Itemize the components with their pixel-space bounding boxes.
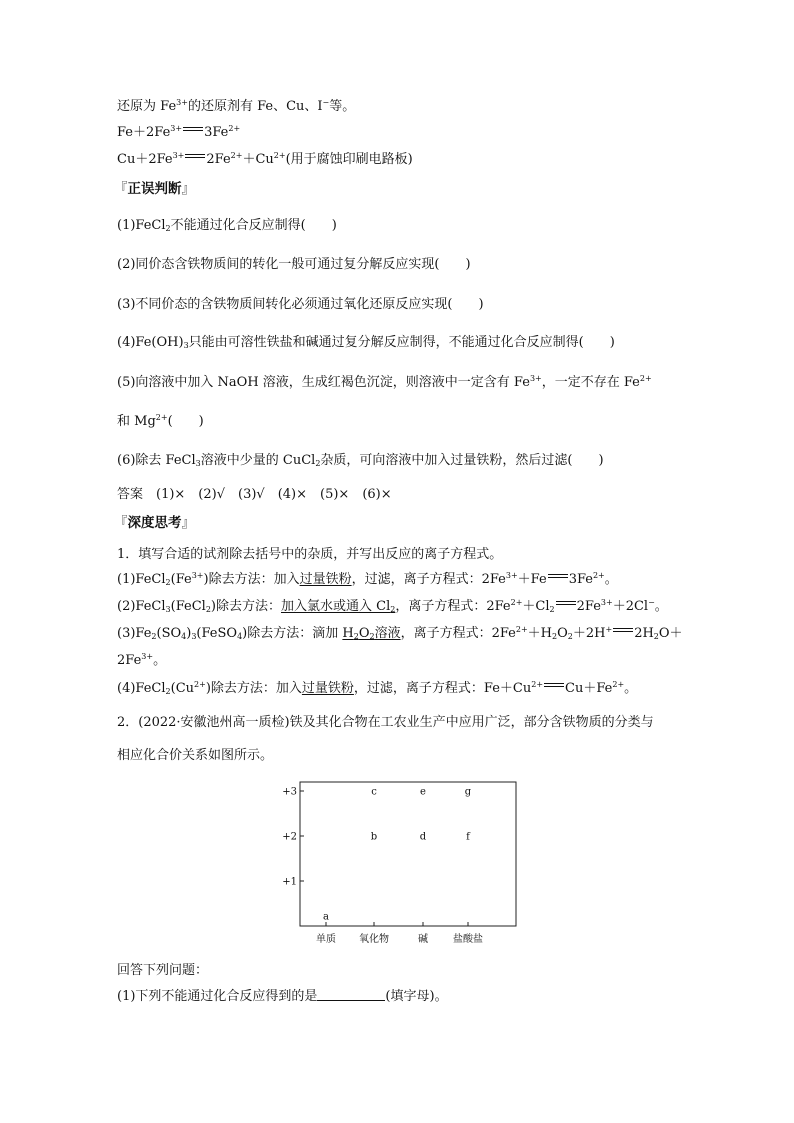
- question-1-part-2: (2)FeCl$_3$(FeCl$_2$)除去方法：加入氯水或通入 $Cl_2$，离子方程式：$2Fe^{2+}+Cl_2$ $2Fe^{3+}+2Cl^-$。: [117, 598, 668, 614]
- section-heading-judge: 『正误判断』: [114, 181, 195, 197]
- question-1: 1．填写合适的试剂除去括号中的杂质，并写出反应的离子方程式。: [117, 547, 503, 562]
- answer-prompt: 回答下列问题：: [117, 963, 209, 978]
- text-line-reductants: 还原为 $Fe^{3+}$的还原剂有 Fe、Cu、I−等。: [117, 98, 356, 114]
- point-label-b: b: [370, 831, 378, 843]
- y-tick-label: +2: [282, 831, 297, 843]
- x-category-label: 盐酸盐: [453, 934, 483, 945]
- answer-blank[interactable]: [317, 988, 385, 1001]
- chart-frame: [300, 782, 516, 926]
- judge-item-5-cont: 和 $Mg^{2+}$( ): [117, 413, 204, 429]
- section-heading-think: 『深度思考』: [114, 515, 195, 531]
- point-label-a: a: [323, 911, 329, 923]
- y-tick-label: +1: [282, 876, 297, 888]
- x-category-label: 氧化物: [359, 934, 389, 945]
- point-label-g: g: [464, 786, 472, 798]
- judge-item-5: (5)向溶液中加入 NaOH 溶液，生成红褐色沉淀，则溶液中一定含有 $Fe^{3+}$，一定不存在 $Fe^{2+}$: [117, 374, 652, 390]
- equation-cu: $Cu+2Fe^{3+}$ $2Fe^{2+}+Cu^{2+}$(用于腐蚀印刷电路板): [117, 151, 413, 167]
- y-tick-label: +3: [282, 786, 297, 798]
- judge-item-6: (6)除去 FeCl$_3$溶液中少量的 CuCl$_2$杂质，可向溶液中加入过量铁粉，然后过滤( ): [117, 453, 604, 468]
- point-label-f: f: [466, 831, 470, 843]
- question-1-part-1: $(1)FeCl_2(Fe^{3+})$除去方法：加入过量铁粉，过滤，离子方程式：$2Fe^{3+}+Fe$ $3Fe^{2+}$。: [117, 571, 618, 587]
- point-label-c: c: [371, 786, 377, 798]
- equation-fe: $Fe+2Fe^{3+}$ $3Fe^{2+}$: [117, 124, 241, 140]
- x-category-label: 碱: [418, 934, 428, 945]
- sub-question-1: (1)下列不能通过化合反应得到的是 (填字母)。: [117, 989, 448, 1004]
- judge-item-2: (2)同价态含铁物质间的转化一般可通过复分解反应实现( ): [117, 257, 471, 272]
- question-1-part-4: $(4)FeCl_2(Cu^{2+})$除去方法：加入过量铁粉，过滤，离子方程式：$Fe+Cu^{2+}$ $Cu+Fe^{2+}$。: [117, 680, 638, 696]
- chart-svg: [270, 774, 530, 954]
- question-1-part-3-cont: $2Fe^{3+}$。: [117, 652, 167, 668]
- valence-classification-chart: [270, 774, 530, 954]
- x-category-label: 单质: [316, 934, 336, 945]
- point-label-e: e: [420, 786, 426, 798]
- question-2-cont: 相应化合价关系如图所示。: [117, 748, 274, 763]
- judge-item-1: (1)FeCl$_2$不能通过化合反应制得( ): [117, 218, 337, 233]
- judge-item-4: $(4)Fe(OH)_3$只能由可溶性铁盐和碱通过复分解反应制得，不能通过化合反应制得( ): [117, 335, 615, 350]
- question-1-part-3: $(3)Fe_2(SO_4)_3(FeSO_4)$除去方法：滴加 $H_2O_2$溶液，离子方程式：$2Fe^{2+}+H_2O_2+2H^+$ $2H_2O+$: [117, 625, 683, 641]
- answer-line: 答案 (1)× (2)√ (3)√ (4)× (5)× (6)×: [117, 487, 392, 502]
- question-2: 2．(2022·安徽池州高一质检)铁及其化合物在工农业生产中应用广泛，部分含铁物质的分类与: [117, 715, 654, 730]
- judge-item-3: (3)不同价态的含铁物质间转化必须通过氧化还原反应实现( ): [117, 297, 484, 312]
- point-label-d: d: [419, 831, 427, 843]
